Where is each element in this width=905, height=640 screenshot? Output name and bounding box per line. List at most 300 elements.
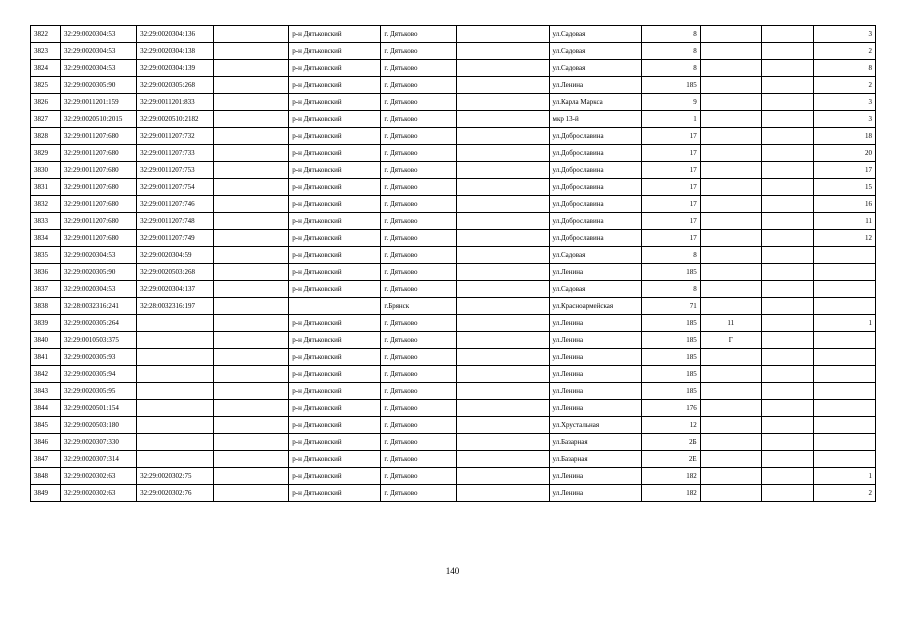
- cell-district: р-н Дятьковский: [289, 247, 381, 264]
- cell-building: [700, 230, 761, 247]
- cell-district: р-н Дятьковский: [289, 264, 381, 281]
- table-row: [31, 60, 876, 77]
- cell-building: [700, 383, 761, 400]
- cell-street: ул.Ленина: [549, 468, 641, 485]
- cell-city: г. Дятьково: [381, 94, 457, 111]
- cell-object-cadastral-number: [137, 332, 214, 349]
- cell-block: [761, 162, 813, 179]
- cell-parcel-cadastral-number: 32:29:0020304:53: [61, 247, 137, 264]
- table-row: [31, 298, 876, 315]
- cell-building: [700, 264, 761, 281]
- cell-row-number: 3838: [31, 298, 61, 315]
- table-row: [31, 77, 876, 94]
- cell-building: [700, 179, 761, 196]
- cell-house-number: 8: [641, 247, 700, 264]
- cell-building: [700, 281, 761, 298]
- table-row: [31, 196, 876, 213]
- cell-object-cadastral-number: 32:29:0011207:754: [137, 179, 214, 196]
- cell-block: [761, 434, 813, 451]
- cell-parcel-cadastral-number: 32:29:0011201:159: [61, 94, 137, 111]
- cell-house-number: 17: [641, 145, 700, 162]
- cell-row-number: 3825: [31, 77, 61, 94]
- cell-object-cadastral-number: [137, 400, 214, 417]
- cell-row-number: 3841: [31, 349, 61, 366]
- cell-object-cadastral-number: 32:29:0020302:75: [137, 468, 214, 485]
- cell-parcel-cadastral-number: 32:29:0020510:2015: [61, 111, 137, 128]
- cell-parcel-cadastral-number: 32:29:0010503:375: [61, 332, 137, 349]
- cell-apartment: 12: [813, 230, 875, 247]
- cell-extra-field: [214, 247, 289, 264]
- cell-building: [700, 145, 761, 162]
- table-row: [31, 43, 876, 60]
- cell-district: р-н Дятьковский: [289, 281, 381, 298]
- cell-locality: [457, 383, 549, 400]
- cell-locality: [457, 230, 549, 247]
- cell-locality: [457, 60, 549, 77]
- cell-block: [761, 179, 813, 196]
- cell-object-cadastral-number: 32:29:0011207:753: [137, 162, 214, 179]
- cell-district: р-н Дятьковский: [289, 60, 381, 77]
- cell-city: г. Дятьково: [381, 111, 457, 128]
- cell-street: мкр 13-й: [549, 111, 641, 128]
- cell-building: [700, 43, 761, 60]
- cell-house-number: 185: [641, 383, 700, 400]
- cell-building: [700, 77, 761, 94]
- cell-district: р-н Дятьковский: [289, 179, 381, 196]
- cell-extra-field: [214, 434, 289, 451]
- cell-building: [700, 349, 761, 366]
- cell-apartment: [813, 366, 875, 383]
- cell-locality: [457, 417, 549, 434]
- cell-parcel-cadastral-number: 32:29:0020305:93: [61, 349, 137, 366]
- cell-city: г. Дятьково: [381, 128, 457, 145]
- cell-parcel-cadastral-number: 32:29:0020305:95: [61, 383, 137, 400]
- cell-city: г. Дятьково: [381, 485, 457, 502]
- cell-row-number: 3840: [31, 332, 61, 349]
- table-row: [31, 213, 876, 230]
- cell-city: г. Дятьково: [381, 230, 457, 247]
- cell-building: [700, 485, 761, 502]
- cell-row-number: 3834: [31, 230, 61, 247]
- cell-house-number: 9: [641, 94, 700, 111]
- table-row: [31, 366, 876, 383]
- cell-district: р-н Дятьковский: [289, 451, 381, 468]
- table-row: [31, 400, 876, 417]
- cell-building: [700, 60, 761, 77]
- table-row: [31, 315, 876, 332]
- cell-apartment: [813, 298, 875, 315]
- cell-row-number: 3827: [31, 111, 61, 128]
- cell-city: г. Дятьково: [381, 383, 457, 400]
- cell-row-number: 3836: [31, 264, 61, 281]
- cell-locality: [457, 281, 549, 298]
- cell-district: р-н Дятьковский: [289, 94, 381, 111]
- cell-locality: [457, 162, 549, 179]
- cell-parcel-cadastral-number: 32:28:0032316:241: [61, 298, 137, 315]
- cell-block: [761, 281, 813, 298]
- cell-building: [700, 451, 761, 468]
- cell-city: г. Дятьково: [381, 281, 457, 298]
- cell-extra-field: [214, 400, 289, 417]
- cell-object-cadastral-number: 32:29:0020302:76: [137, 485, 214, 502]
- cell-street: ул.Ленина: [549, 366, 641, 383]
- cell-parcel-cadastral-number: 32:29:0020304:53: [61, 26, 137, 43]
- cell-locality: [457, 264, 549, 281]
- cell-building: 11: [700, 315, 761, 332]
- cell-parcel-cadastral-number: 32:29:0020503:180: [61, 417, 137, 434]
- cell-object-cadastral-number: 32:29:0020304:139: [137, 60, 214, 77]
- cell-street: ул.Базарная: [549, 451, 641, 468]
- cell-extra-field: [214, 128, 289, 145]
- cell-building: [700, 434, 761, 451]
- table-row: [31, 26, 876, 43]
- cell-locality: [457, 349, 549, 366]
- cell-house-number: 17: [641, 213, 700, 230]
- cell-extra-field: [214, 366, 289, 383]
- cell-block: [761, 26, 813, 43]
- table-row: [31, 417, 876, 434]
- cell-block: [761, 366, 813, 383]
- cell-object-cadastral-number: 32:29:0020305:268: [137, 77, 214, 94]
- cell-apartment: 3: [813, 26, 875, 43]
- cell-street: ул.Красноармейская: [549, 298, 641, 315]
- cell-block: [761, 94, 813, 111]
- cell-district: р-н Дятьковский: [289, 417, 381, 434]
- cell-city: г. Дятьково: [381, 60, 457, 77]
- cell-row-number: 3835: [31, 247, 61, 264]
- cell-city: г. Дятьково: [381, 145, 457, 162]
- cell-block: [761, 298, 813, 315]
- cell-city: г. Дятьково: [381, 332, 457, 349]
- table-row: [31, 145, 876, 162]
- cell-extra-field: [214, 468, 289, 485]
- cell-extra-field: [214, 264, 289, 281]
- cell-object-cadastral-number: 32:29:0011207:748: [137, 213, 214, 230]
- cell-apartment: [813, 281, 875, 298]
- cell-extra-field: [214, 230, 289, 247]
- table-row: [31, 281, 876, 298]
- cell-apartment: 2: [813, 485, 875, 502]
- cell-locality: [457, 196, 549, 213]
- cell-building: [700, 366, 761, 383]
- cell-parcel-cadastral-number: 32:29:0020305:94: [61, 366, 137, 383]
- cell-house-number: 2Б: [641, 434, 700, 451]
- cell-district: р-н Дятьковский: [289, 162, 381, 179]
- table-row: [31, 179, 876, 196]
- cell-block: [761, 43, 813, 60]
- cell-block: [761, 264, 813, 281]
- cell-row-number: 3839: [31, 315, 61, 332]
- cell-locality: [457, 145, 549, 162]
- cell-district: р-н Дятьковский: [289, 77, 381, 94]
- cell-house-number: 185: [641, 315, 700, 332]
- cell-apartment: 11: [813, 213, 875, 230]
- cell-building: [700, 298, 761, 315]
- cell-locality: [457, 298, 549, 315]
- cell-building: [700, 128, 761, 145]
- table-row: [31, 94, 876, 111]
- cell-locality: [457, 94, 549, 111]
- table-row: [31, 332, 876, 349]
- cell-apartment: 16: [813, 196, 875, 213]
- cell-street: ул.Ленина: [549, 332, 641, 349]
- cell-house-number: 2Е: [641, 451, 700, 468]
- cell-row-number: 3823: [31, 43, 61, 60]
- cell-house-number: 185: [641, 366, 700, 383]
- cell-apartment: 8: [813, 60, 875, 77]
- cell-block: [761, 468, 813, 485]
- cell-parcel-cadastral-number: 32:29:0020305:90: [61, 77, 137, 94]
- cell-object-cadastral-number: [137, 366, 214, 383]
- cell-street: ул.Ленина: [549, 349, 641, 366]
- cell-locality: [457, 451, 549, 468]
- cell-district: р-н Дятьковский: [289, 434, 381, 451]
- cell-object-cadastral-number: 32:29:0011201:833: [137, 94, 214, 111]
- cell-object-cadastral-number: 32:29:0011207:746: [137, 196, 214, 213]
- cell-house-number: 71: [641, 298, 700, 315]
- cell-house-number: 8: [641, 60, 700, 77]
- cell-street: ул.Хрустальная: [549, 417, 641, 434]
- table-row: [31, 230, 876, 247]
- cell-city: г. Дятьково: [381, 43, 457, 60]
- cell-building: [700, 26, 761, 43]
- cell-apartment: 3: [813, 111, 875, 128]
- cell-object-cadastral-number: [137, 349, 214, 366]
- cell-street: ул.Садовая: [549, 26, 641, 43]
- cell-block: [761, 349, 813, 366]
- cell-parcel-cadastral-number: 32:29:0020305:264: [61, 315, 137, 332]
- table-row: [31, 434, 876, 451]
- cell-object-cadastral-number: [137, 315, 214, 332]
- cell-house-number: 185: [641, 332, 700, 349]
- cell-block: [761, 196, 813, 213]
- cell-street: ул.Садовая: [549, 43, 641, 60]
- cell-extra-field: [214, 26, 289, 43]
- cell-apartment: 17: [813, 162, 875, 179]
- cell-row-number: 3848: [31, 468, 61, 485]
- cell-house-number: 185: [641, 349, 700, 366]
- cell-locality: [457, 213, 549, 230]
- cell-city: г. Дятьково: [381, 400, 457, 417]
- cell-building: [700, 417, 761, 434]
- cell-row-number: 3826: [31, 94, 61, 111]
- cell-block: [761, 60, 813, 77]
- cell-extra-field: [214, 94, 289, 111]
- cell-object-cadastral-number: 32:29:0011207:732: [137, 128, 214, 145]
- cell-district: р-н Дятьковский: [289, 196, 381, 213]
- cell-house-number: 1: [641, 111, 700, 128]
- cell-parcel-cadastral-number: 32:29:0011207:680: [61, 162, 137, 179]
- cell-apartment: 18: [813, 128, 875, 145]
- cell-object-cadastral-number: 32:29:0020304:136: [137, 26, 214, 43]
- cell-apartment: 15: [813, 179, 875, 196]
- table-row: [31, 451, 876, 468]
- cell-object-cadastral-number: [137, 434, 214, 451]
- cell-district: р-н Дятьковский: [289, 128, 381, 145]
- cell-street: ул.Доброславина: [549, 145, 641, 162]
- cell-object-cadastral-number: 32:29:0011207:749: [137, 230, 214, 247]
- cell-block: [761, 332, 813, 349]
- cell-house-number: 8: [641, 281, 700, 298]
- cell-district: р-н Дятьковский: [289, 213, 381, 230]
- cell-house-number: 17: [641, 196, 700, 213]
- cell-object-cadastral-number: 32:29:0020304:138: [137, 43, 214, 60]
- cell-district: р-н Дятьковский: [289, 332, 381, 349]
- cell-house-number: 8: [641, 26, 700, 43]
- registry-body: [31, 26, 876, 502]
- cell-building: [700, 468, 761, 485]
- cell-locality: [457, 400, 549, 417]
- cell-parcel-cadastral-number: 32:29:0020304:53: [61, 43, 137, 60]
- cell-street: ул.Доброславина: [549, 196, 641, 213]
- cell-parcel-cadastral-number: 32:29:0020304:53: [61, 60, 137, 77]
- cell-street: ул.Карла Маркса: [549, 94, 641, 111]
- cell-house-number: 17: [641, 230, 700, 247]
- cell-extra-field: [214, 179, 289, 196]
- cell-extra-field: [214, 213, 289, 230]
- cell-street: ул.Базарная: [549, 434, 641, 451]
- cell-parcel-cadastral-number: 32:29:0020302:63: [61, 468, 137, 485]
- cell-city: г. Дятьково: [381, 349, 457, 366]
- cell-locality: [457, 43, 549, 60]
- cell-extra-field: [214, 162, 289, 179]
- cell-row-number: 3832: [31, 196, 61, 213]
- cell-parcel-cadastral-number: 32:29:0011207:680: [61, 196, 137, 213]
- cell-apartment: [813, 434, 875, 451]
- cell-locality: [457, 111, 549, 128]
- cell-row-number: 3845: [31, 417, 61, 434]
- cell-row-number: 3843: [31, 383, 61, 400]
- cell-street: ул.Садовая: [549, 60, 641, 77]
- cell-apartment: [813, 264, 875, 281]
- cell-block: [761, 145, 813, 162]
- cell-house-number: 17: [641, 179, 700, 196]
- cell-apartment: 3: [813, 94, 875, 111]
- cell-house-number: 182: [641, 485, 700, 502]
- cell-row-number: 3842: [31, 366, 61, 383]
- cell-street: ул.Ленина: [549, 264, 641, 281]
- cell-row-number: 3846: [31, 434, 61, 451]
- cell-city: г. Дятьково: [381, 26, 457, 43]
- cell-object-cadastral-number: 32:29:0020304:137: [137, 281, 214, 298]
- cell-district: р-н Дятьковский: [289, 383, 381, 400]
- cell-block: [761, 230, 813, 247]
- cell-locality: [457, 179, 549, 196]
- cell-district: р-н Дятьковский: [289, 111, 381, 128]
- cell-extra-field: [214, 281, 289, 298]
- cell-city: г.Брянск: [381, 298, 457, 315]
- cell-locality: [457, 77, 549, 94]
- cell-house-number: 185: [641, 264, 700, 281]
- cell-apartment: [813, 400, 875, 417]
- cell-house-number: 182: [641, 468, 700, 485]
- cell-block: [761, 451, 813, 468]
- cell-parcel-cadastral-number: 32:29:0020304:53: [61, 281, 137, 298]
- cell-extra-field: [214, 315, 289, 332]
- cell-street: ул.Ленина: [549, 315, 641, 332]
- cell-street: ул.Садовая: [549, 247, 641, 264]
- cell-locality: [457, 485, 549, 502]
- cell-extra-field: [214, 111, 289, 128]
- cell-object-cadastral-number: 32:29:0020503:268: [137, 264, 214, 281]
- cell-city: г. Дятьково: [381, 468, 457, 485]
- cell-district: р-н Дятьковский: [289, 145, 381, 162]
- cell-building: [700, 400, 761, 417]
- cell-street: ул.Доброславина: [549, 213, 641, 230]
- page-number: 140: [445, 566, 460, 576]
- cell-block: [761, 315, 813, 332]
- cell-building: [700, 162, 761, 179]
- cell-city: г. Дятьково: [381, 366, 457, 383]
- cell-apartment: [813, 417, 875, 434]
- cell-row-number: 3847: [31, 451, 61, 468]
- cell-street: ул.Доброславина: [549, 128, 641, 145]
- cell-parcel-cadastral-number: 32:29:0011207:680: [61, 145, 137, 162]
- table-row: [31, 247, 876, 264]
- cell-extra-field: [214, 383, 289, 400]
- cell-city: г. Дятьково: [381, 434, 457, 451]
- cell-city: г. Дятьково: [381, 162, 457, 179]
- cell-city: г. Дятьково: [381, 77, 457, 94]
- cell-apartment: 2: [813, 43, 875, 60]
- cell-parcel-cadastral-number: 32:29:0011207:680: [61, 213, 137, 230]
- cell-city: г. Дятьково: [381, 264, 457, 281]
- cell-extra-field: [214, 298, 289, 315]
- cell-extra-field: [214, 332, 289, 349]
- cell-street: ул.Ленина: [549, 400, 641, 417]
- cell-building: [700, 213, 761, 230]
- table-row: [31, 162, 876, 179]
- cell-locality: [457, 468, 549, 485]
- cell-parcel-cadastral-number: 32:29:0020305:90: [61, 264, 137, 281]
- cell-extra-field: [214, 60, 289, 77]
- cell-object-cadastral-number: [137, 383, 214, 400]
- cell-locality: [457, 315, 549, 332]
- cell-parcel-cadastral-number: 32:29:0020307:330: [61, 434, 137, 451]
- cell-district: р-н Дятьковский: [289, 366, 381, 383]
- cell-street: ул.Ленина: [549, 485, 641, 502]
- cell-district: р-н Дятьковский: [289, 485, 381, 502]
- cell-city: г. Дятьково: [381, 417, 457, 434]
- cell-house-number: 8: [641, 43, 700, 60]
- cell-locality: [457, 434, 549, 451]
- cell-city: г. Дятьково: [381, 196, 457, 213]
- cell-object-cadastral-number: 32:29:0020304:59: [137, 247, 214, 264]
- cell-city: г. Дятьково: [381, 451, 457, 468]
- cell-apartment: 2: [813, 77, 875, 94]
- table-row: [31, 128, 876, 145]
- cell-extra-field: [214, 417, 289, 434]
- cell-extra-field: [214, 485, 289, 502]
- cell-extra-field: [214, 77, 289, 94]
- cell-object-cadastral-number: 32:28:0032316:197: [137, 298, 214, 315]
- cell-parcel-cadastral-number: 32:29:0011207:680: [61, 128, 137, 145]
- table-row: [31, 468, 876, 485]
- cell-house-number: 17: [641, 162, 700, 179]
- cell-object-cadastral-number: [137, 417, 214, 434]
- cell-district: р-н Дятьковский: [289, 315, 381, 332]
- cell-object-cadastral-number: 32:29:0011207:733: [137, 145, 214, 162]
- cell-parcel-cadastral-number: 32:29:0020307:314: [61, 451, 137, 468]
- cell-extra-field: [214, 43, 289, 60]
- cell-city: г. Дятьково: [381, 247, 457, 264]
- cell-street: ул.Доброславина: [549, 179, 641, 196]
- cell-street: ул.Садовая: [549, 281, 641, 298]
- cell-district: р-н Дятьковский: [289, 400, 381, 417]
- cell-district: р-н Дятьковский: [289, 349, 381, 366]
- table-row: [31, 383, 876, 400]
- cell-row-number: 3830: [31, 162, 61, 179]
